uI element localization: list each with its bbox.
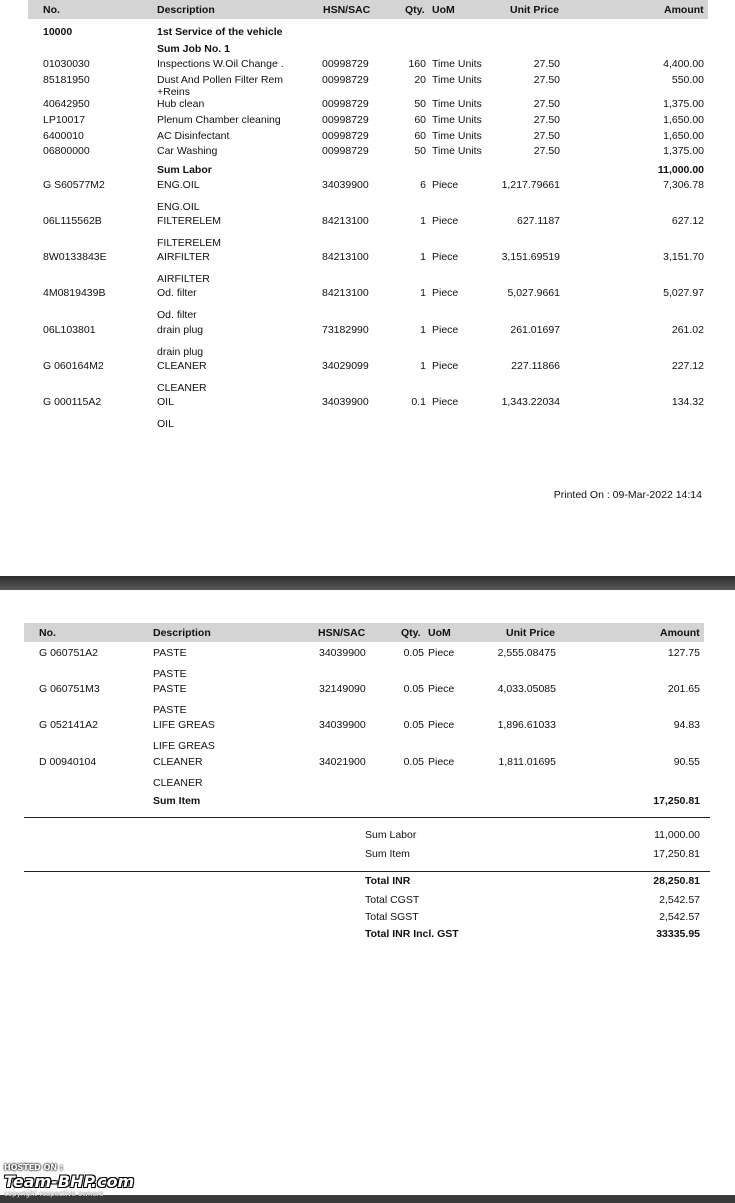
amount: 3,151.70 (663, 251, 704, 263)
col-no: No. (43, 4, 60, 16)
amount: 127.75 (667, 647, 700, 659)
unit-of-measure: Piece (428, 647, 455, 659)
item-description: ENG.OIL (157, 179, 200, 191)
quantity: 0.05 (403, 719, 424, 731)
total-value: 2,542.57 (659, 894, 700, 906)
item-number: 06L115562B (43, 215, 102, 227)
item-number: 6400010 (43, 130, 84, 142)
item-number: 06L103801 (43, 324, 96, 336)
quantity: 1 (420, 324, 426, 336)
unit-price: 227.11866 (511, 360, 560, 372)
unit-of-measure: Piece (432, 360, 459, 372)
item-description-line-2: +Reins (157, 86, 190, 98)
unit-of-measure: Piece (432, 396, 459, 408)
quantity: 0.1 (411, 396, 426, 408)
total-label: Total CGST (365, 894, 420, 906)
item-number: G 060751A2 (39, 647, 98, 659)
col-unit-price: Unit Price (510, 4, 560, 16)
item-description-line-2: PASTE (153, 668, 187, 680)
quantity: 1 (420, 251, 426, 263)
quantity: 20 (414, 74, 426, 86)
item-number: G 060164M2 (43, 360, 104, 372)
unit-of-measure: Time Units (432, 130, 482, 142)
unit-price: 27.50 (533, 74, 560, 86)
item-description-line-2: AIRFILTER (157, 273, 210, 285)
item-description-line-2: OIL (157, 418, 174, 430)
unit-of-measure: Time Units (432, 114, 482, 126)
item-number: 40642950 (43, 98, 90, 110)
amount: 90.55 (673, 756, 700, 768)
unit-of-measure: Piece (428, 756, 455, 768)
hsn-code: 34039900 (322, 396, 369, 408)
amount: 550.00 (671, 74, 704, 86)
hsn-code: 32149090 (319, 683, 366, 695)
total-value: 2,542.57 (659, 911, 700, 923)
bottom-strip (0, 1195, 735, 1203)
unit-of-measure: Piece (428, 683, 455, 695)
divider-line (24, 817, 710, 818)
amount: 1,650.00 (663, 130, 704, 142)
summary-label: Sum Labor (365, 829, 417, 841)
hsn-code: 00998729 (322, 114, 369, 126)
hsn-code: 84213100 (322, 287, 369, 299)
job-number: 10000 (43, 26, 73, 38)
col-description: Description (157, 4, 215, 16)
unit-price: 27.50 (533, 58, 560, 70)
col-uom: UoM (432, 4, 455, 16)
hsn-code: 34039900 (319, 647, 366, 659)
item-number: 01030030 (43, 58, 90, 70)
summary-label: Sum Item (365, 848, 410, 860)
item-number: G 052141A2 (39, 719, 98, 731)
item-description-line-2: drain plug (157, 346, 204, 358)
col-amount: Amount (660, 627, 700, 639)
total-value: 28,250.81 (653, 875, 700, 887)
unit-price: 3,151.69519 (501, 251, 560, 263)
amount: 134.32 (671, 396, 704, 408)
unit-price: 1,217.79661 (501, 179, 560, 191)
unit-price: 27.50 (533, 145, 560, 157)
hsn-code: 00998729 (322, 130, 369, 142)
item-description: Hub clean (157, 98, 205, 110)
unit-of-measure: Time Units (432, 98, 482, 110)
total-value: 33335.95 (656, 928, 700, 940)
hsn-code: 00998729 (322, 58, 369, 70)
quantity: 1 (420, 360, 426, 372)
item-description: CLEANER (153, 756, 203, 768)
unit-price: 2,555.08475 (497, 647, 556, 659)
table-header (24, 623, 704, 642)
summary-value: 11,000.00 (654, 829, 700, 841)
unit-price: 627.1187 (516, 215, 560, 227)
item-number: G S60577M2 (43, 179, 105, 191)
col-no: No. (39, 627, 56, 639)
sum-item-label: Sum Item (153, 795, 201, 807)
item-description-line-2: LIFE GREAS (153, 740, 215, 752)
hosted-on-text: HOSTED ON : (4, 1163, 64, 1172)
unit-price: 27.50 (533, 98, 560, 110)
unit-of-measure: Piece (428, 719, 455, 731)
total-label: Total INR Incl. GST (365, 928, 459, 940)
item-description-line-2: PASTE (153, 704, 187, 716)
item-description-line-2: CLEANER (157, 382, 207, 394)
col-qty: Qty. (401, 627, 421, 639)
sum-labor-label: Sum Labor (157, 164, 212, 176)
hsn-code: 84213100 (322, 215, 369, 227)
quantity: 160 (408, 58, 426, 70)
quantity: 6 (420, 179, 426, 191)
item-description: OIL (157, 396, 174, 408)
item-description: Od. filter (157, 287, 197, 299)
quantity: 60 (414, 130, 426, 142)
col-amount: Amount (664, 4, 704, 16)
hsn-code: 34029099 (322, 360, 369, 372)
unit-of-measure: Time Units (432, 74, 482, 86)
item-description: AC Disinfectant (157, 130, 230, 142)
quantity: 50 (414, 98, 426, 110)
quantity: 60 (414, 114, 426, 126)
copyright-text: copyright respective owners (4, 1190, 104, 1198)
unit-of-measure: Piece (432, 324, 459, 336)
item-number: D 00940104 (39, 756, 97, 768)
item-number: G 000115A2 (43, 396, 102, 408)
quantity: 0.05 (403, 647, 424, 659)
unit-price: 5,027.9661 (507, 287, 560, 299)
amount: 4,400.00 (663, 58, 704, 70)
hsn-code: 00998729 (322, 74, 369, 86)
unit-of-measure: Piece (432, 179, 459, 191)
col-hsn: HSN/SAC (323, 4, 371, 16)
item-description: Plenum Chamber cleaning (157, 114, 281, 126)
item-number: 4M0819439B (43, 287, 106, 299)
total-label: Total INR (365, 875, 411, 887)
amount: 627.12 (671, 215, 704, 227)
sum-item-amount: 17,250.81 (653, 795, 700, 807)
col-unit-price: Unit Price (506, 627, 556, 639)
unit-price: 1,343.22034 (501, 396, 560, 408)
amount: 201.65 (667, 683, 700, 695)
sum-labor-amount: 11,000.00 (657, 164, 704, 176)
amount: 1,375.00 (663, 98, 704, 110)
unit-price: 27.50 (533, 114, 560, 126)
quantity: 50 (414, 145, 426, 157)
quantity: 1 (420, 287, 426, 299)
hsn-code: 34021900 (319, 756, 366, 768)
amount: 7,306.78 (663, 179, 704, 191)
col-hsn: HSN/SAC (318, 627, 366, 639)
amount: 94.83 (673, 719, 700, 731)
col-description: Description (153, 627, 211, 639)
item-description: Inspections W.Oil Change . (157, 58, 284, 70)
unit-price: 4,033.05085 (497, 683, 556, 695)
amount: 227.12 (671, 360, 704, 372)
hsn-code: 73182990 (322, 324, 369, 336)
quantity: 0.05 (403, 756, 424, 768)
job-title: 1st Service of the vehicle (157, 26, 283, 38)
divider-line (24, 871, 710, 872)
hsn-code: 34039900 (319, 719, 366, 731)
unit-price: 261.01697 (510, 324, 560, 336)
total-label: Total SGST (365, 911, 419, 923)
item-description: AIRFILTER (157, 251, 210, 263)
item-description: PASTE (153, 647, 187, 659)
item-description: FILTERELEM (157, 215, 221, 227)
hsn-code: 00998729 (322, 145, 369, 157)
item-description-line-2: ENG.OIL (157, 201, 200, 213)
item-description: LIFE GREAS (153, 719, 215, 731)
unit-of-measure: Time Units (432, 145, 482, 157)
item-number: G 060751M3 (39, 683, 100, 695)
printed-on: Printed On : 09-Mar-2022 14:14 (553, 489, 702, 501)
item-number: 8W0133843E (43, 251, 107, 263)
unit-of-measure: Piece (432, 287, 459, 299)
unit-price: 27.50 (533, 130, 560, 142)
unit-price: 1,811.01695 (498, 756, 556, 768)
item-description: drain plug (157, 324, 204, 336)
brand-text: Team-BHP.com (4, 1172, 135, 1191)
amount: 1,375.00 (663, 145, 704, 157)
sum-job-label: Sum Job No. 1 (157, 43, 230, 55)
item-description: CLEANER (157, 360, 207, 372)
col-qty: Qty. (405, 4, 425, 16)
col-uom: UoM (428, 627, 451, 639)
amount: 5,027.97 (663, 287, 704, 299)
summary-value: 17,250.81 (653, 848, 700, 860)
hsn-code: 84213100 (322, 251, 369, 263)
hsn-code: 34039900 (322, 179, 369, 191)
quantity: 0.05 (403, 683, 424, 695)
unit-of-measure: Time Units (432, 58, 482, 70)
item-description: Car Washing (157, 145, 218, 157)
unit-price: 1,896.61033 (497, 719, 556, 731)
item-description-line-2: Od. filter (157, 309, 197, 321)
page-separator (0, 576, 735, 590)
item-number: 85181950 (43, 74, 90, 86)
item-description: PASTE (153, 683, 187, 695)
amount: 261.02 (671, 324, 704, 336)
item-description: Dust And Pollen Filter Rem (157, 74, 284, 86)
table-header (28, 0, 708, 19)
amount: 1,650.00 (663, 114, 704, 126)
item-number: LP10017 (43, 114, 86, 126)
item-description-line-2: CLEANER (153, 777, 203, 789)
quantity: 1 (420, 215, 426, 227)
unit-of-measure: Piece (432, 251, 459, 263)
unit-of-measure: Piece (432, 215, 459, 227)
hsn-code: 00998729 (322, 98, 369, 110)
item-number: 06800000 (43, 145, 90, 157)
item-description-line-2: FILTERELEM (157, 237, 221, 249)
